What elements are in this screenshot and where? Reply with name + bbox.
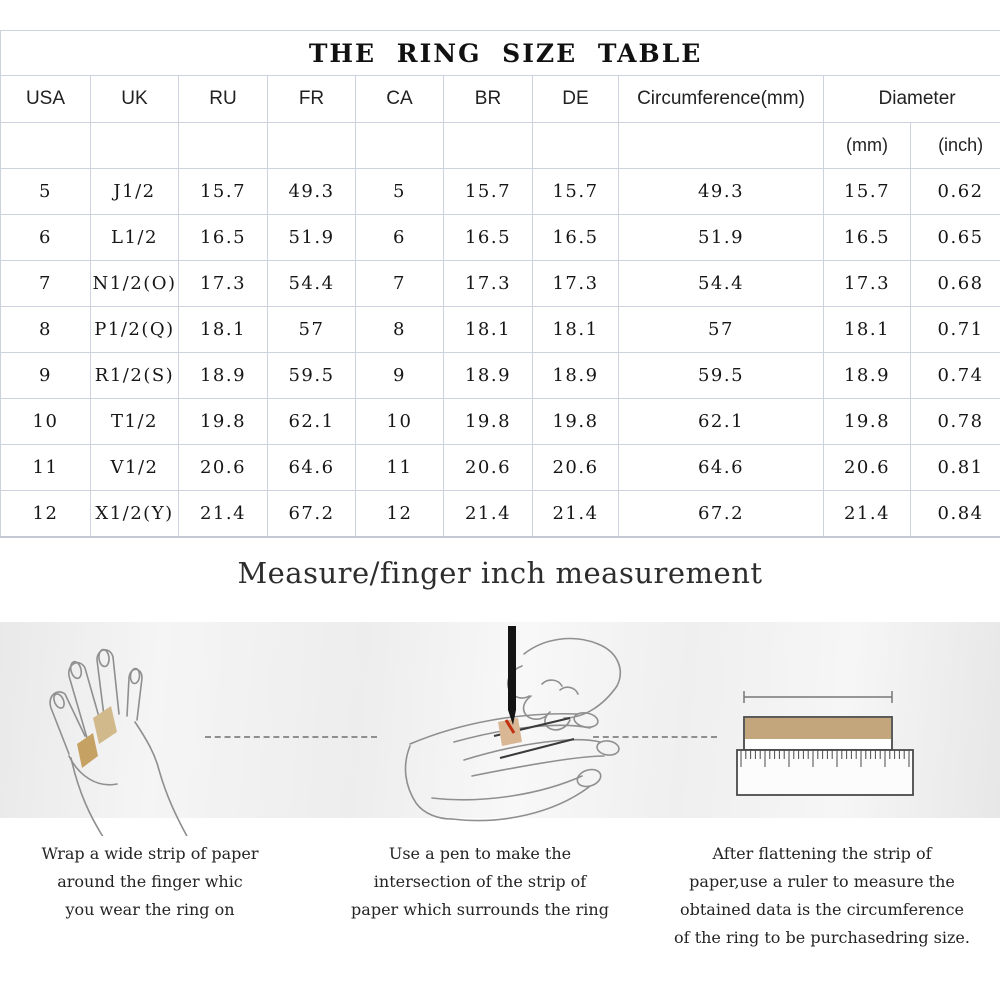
table-cell: 16.5 bbox=[824, 215, 911, 261]
table-cell: 21.4 bbox=[533, 491, 619, 537]
paper-strip-patch bbox=[498, 718, 522, 746]
table-cell: 16.5 bbox=[533, 215, 619, 261]
ruler-measure-illustration bbox=[732, 688, 922, 814]
table-cell: 8 bbox=[356, 307, 444, 353]
empty-cell bbox=[444, 123, 533, 169]
step-caption bbox=[662, 840, 982, 952]
table-cell: 49.3 bbox=[268, 169, 356, 215]
caption-line: obtained data is the circumference bbox=[679, 900, 964, 919]
table-cell: 67.2 bbox=[268, 491, 356, 537]
table-cell: 20.6 bbox=[824, 445, 911, 491]
table-cell: 7 bbox=[1, 261, 91, 307]
caption-line: paper,use a ruler to measure the bbox=[689, 872, 955, 891]
table-cell: 19.8 bbox=[444, 399, 533, 445]
subheader-mm: (mm) bbox=[824, 123, 911, 169]
table-cell: 18.9 bbox=[444, 353, 533, 399]
table-cell: V1/2 bbox=[91, 445, 179, 491]
ring-size-table bbox=[0, 30, 1000, 538]
table-cell: 51.9 bbox=[619, 215, 824, 261]
table-cell: 0.74 bbox=[911, 353, 1000, 399]
table-cell: 51.9 bbox=[268, 215, 356, 261]
table-cell: 17.3 bbox=[444, 261, 533, 307]
pen-icon bbox=[508, 626, 516, 725]
table-cell: 19.8 bbox=[533, 399, 619, 445]
table-cell: 64.6 bbox=[268, 445, 356, 491]
table-cell: 20.6 bbox=[444, 445, 533, 491]
table-cell: 64.6 bbox=[619, 445, 824, 491]
table-cell: 49.3 bbox=[619, 169, 824, 215]
col-header-uk: UK bbox=[91, 76, 179, 123]
paper-strip-upper bbox=[93, 706, 117, 744]
table-cell: 9 bbox=[356, 353, 444, 399]
table-cell: 12 bbox=[1, 491, 91, 537]
table-cell: 16.5 bbox=[179, 215, 268, 261]
caption-line: around the finger whic bbox=[57, 872, 243, 891]
table-row bbox=[1, 353, 1000, 399]
empty-cell bbox=[179, 123, 268, 169]
table-cell: 18.1 bbox=[179, 307, 268, 353]
table-cell: 9 bbox=[1, 353, 91, 399]
table-cell: P1/2(Q) bbox=[91, 307, 179, 353]
table-row bbox=[1, 261, 1000, 307]
table-cell: 59.5 bbox=[268, 353, 356, 399]
table-cell: 10 bbox=[356, 399, 444, 445]
table-cell: 11 bbox=[356, 445, 444, 491]
caption-line: you wear the ring on bbox=[65, 900, 235, 919]
empty-cell bbox=[356, 123, 444, 169]
empty-cell bbox=[533, 123, 619, 169]
table-cell: 0.62 bbox=[911, 169, 1000, 215]
col-header-usa: USA bbox=[1, 76, 91, 123]
table-cell: 18.1 bbox=[444, 307, 533, 353]
ruler-icon bbox=[737, 750, 913, 795]
caption-line: After flattening the strip of bbox=[712, 844, 932, 863]
table-cell: 18.9 bbox=[533, 353, 619, 399]
table-cell: 18.1 bbox=[824, 307, 911, 353]
col-header-ca: CA bbox=[356, 76, 444, 123]
table-cell: 15.7 bbox=[533, 169, 619, 215]
table-row bbox=[1, 169, 1000, 215]
table-cell: 59.5 bbox=[619, 353, 824, 399]
table-cell: 17.3 bbox=[179, 261, 268, 307]
table-cell: 20.6 bbox=[179, 445, 268, 491]
table-cell: 62.1 bbox=[619, 399, 824, 445]
table-row bbox=[1, 491, 1000, 537]
table-cell: 0.78 bbox=[911, 399, 1000, 445]
table-cell: 19.8 bbox=[824, 399, 911, 445]
table-cell: 5 bbox=[356, 169, 444, 215]
table-cell: X1/2(Y) bbox=[91, 491, 179, 537]
table-row bbox=[1, 399, 1000, 445]
caption-line: Use a pen to make the bbox=[388, 844, 572, 863]
step-caption bbox=[335, 840, 625, 924]
table-cell: 19.8 bbox=[179, 399, 268, 445]
table-cell: 15.7 bbox=[824, 169, 911, 215]
table-cell: 21.4 bbox=[824, 491, 911, 537]
table-cell: 57 bbox=[268, 307, 356, 353]
table-title-row bbox=[1, 31, 1000, 76]
table-cell: 54.4 bbox=[619, 261, 824, 307]
table-cell: 18.9 bbox=[824, 353, 911, 399]
empty-cell bbox=[619, 123, 824, 169]
table-cell: 17.3 bbox=[533, 261, 619, 307]
table-cell: L1/2 bbox=[91, 215, 179, 261]
pen-marking-hand-illustration bbox=[392, 626, 642, 836]
col-header-br: BR bbox=[444, 76, 533, 123]
table-cell: 0.71 bbox=[911, 307, 1000, 353]
table-cell: T1/2 bbox=[91, 399, 179, 445]
table-cell: 21.4 bbox=[444, 491, 533, 537]
table-cell: 17.3 bbox=[824, 261, 911, 307]
table-cell: 5 bbox=[1, 169, 91, 215]
empty-cell bbox=[91, 123, 179, 169]
table-cell: 57 bbox=[619, 307, 824, 353]
table-row bbox=[1, 445, 1000, 491]
table-cell: 0.68 bbox=[911, 261, 1000, 307]
paper-strip-lower bbox=[77, 733, 98, 768]
table-cell: 62.1 bbox=[268, 399, 356, 445]
caption-line: of the ring to be purchasedring size. bbox=[674, 928, 970, 947]
col-header-ru: RU bbox=[179, 76, 268, 123]
table-cell: 0.81 bbox=[911, 445, 1000, 491]
illustration-band bbox=[0, 622, 1000, 818]
table-cell: 11 bbox=[1, 445, 91, 491]
table-cell: R1/2(S) bbox=[91, 353, 179, 399]
table-cell: 15.7 bbox=[179, 169, 268, 215]
col-header-diameter: Diameter bbox=[824, 76, 1000, 123]
table-subheader-row bbox=[1, 123, 1000, 169]
subheader-inch: (inch) bbox=[911, 123, 1000, 169]
table-cell: 6 bbox=[1, 215, 91, 261]
table-row bbox=[1, 215, 1000, 261]
empty-cell bbox=[268, 123, 356, 169]
step-captions bbox=[0, 840, 1000, 990]
measurement-span-line bbox=[744, 691, 892, 703]
flattened-paper-strip bbox=[744, 717, 892, 750]
col-header-de: DE bbox=[533, 76, 619, 123]
table-cell: 18.9 bbox=[179, 353, 268, 399]
col-header-circumference: Circumference(mm) bbox=[619, 76, 824, 123]
table-cell: 20.6 bbox=[533, 445, 619, 491]
table-title: THE RING SIZE TABLE bbox=[1, 31, 1000, 76]
step-caption bbox=[10, 840, 290, 924]
col-header-fr: FR bbox=[268, 76, 356, 123]
table-cell: 10 bbox=[1, 399, 91, 445]
table-cell: 15.7 bbox=[444, 169, 533, 215]
table-cell: 12 bbox=[356, 491, 444, 537]
table-cell: 67.2 bbox=[619, 491, 824, 537]
measure-section-title: Measure/finger inch measurement bbox=[237, 556, 763, 590]
table-cell: 16.5 bbox=[444, 215, 533, 261]
empty-cell bbox=[1, 123, 91, 169]
caption-line: Wrap a wide strip of paper bbox=[41, 844, 259, 863]
table-cell: 54.4 bbox=[268, 261, 356, 307]
caption-line: paper which surrounds the ring bbox=[351, 900, 609, 919]
hand-with-paper-strip-illustration bbox=[35, 636, 235, 836]
table-row bbox=[1, 307, 1000, 353]
table-cell: 21.4 bbox=[179, 491, 268, 537]
table-cell: 0.84 bbox=[911, 491, 1000, 537]
table-cell: 0.65 bbox=[911, 215, 1000, 261]
table-cell: 6 bbox=[356, 215, 444, 261]
table-cell: 8 bbox=[1, 307, 91, 353]
table-cell: 7 bbox=[356, 261, 444, 307]
table-cell: 18.1 bbox=[533, 307, 619, 353]
table-cell: N1/2(O) bbox=[91, 261, 179, 307]
size-table-body bbox=[1, 169, 1000, 537]
table-header-row bbox=[1, 76, 1000, 123]
caption-line: intersection of the strip of bbox=[373, 872, 587, 891]
table-cell: J1/2 bbox=[91, 169, 179, 215]
